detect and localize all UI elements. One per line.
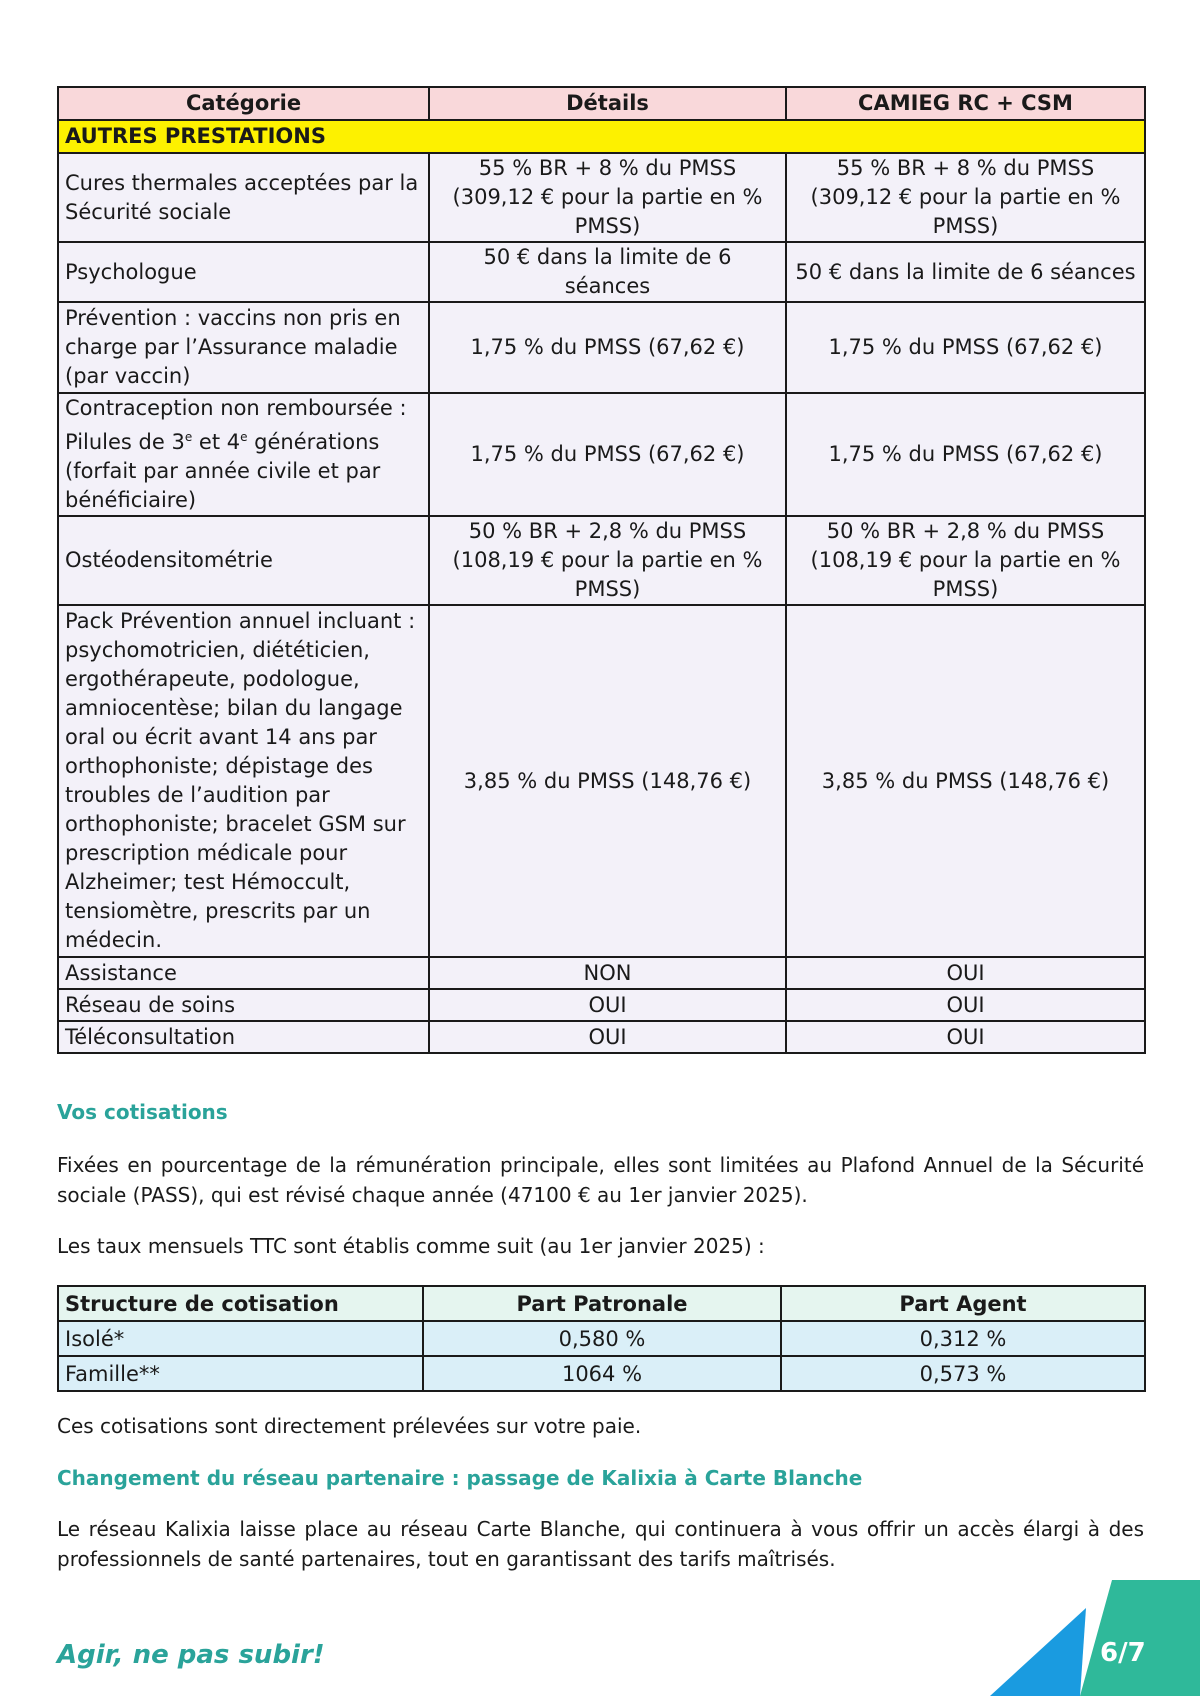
col-header-patronale: Part Patronale [423,1286,781,1321]
cotisations-paragraph-1: Fixées en pourcentage de la rémunération principale, elles sont limitées au Plafond Annuel de la Sécurité sociale (PASS), qui est révisé chaque année (47100 € au 1er janvier 2025). [57,1153,1144,1207]
benefits-table [57,86,1146,1054]
row-camieg: 1,75 % du PMSS (67,62 €) [786,302,1145,393]
category-mid: et 4 [192,430,241,454]
category-sup1: e [184,430,193,444]
row-category: Prévention : vaccins non pris en charge par l’Assurance maladie (par vaccin) [58,302,429,393]
col-header-camieg: CAMIEG RC + CSM [786,87,1145,120]
row-category: Pack Prévention annuel incluant : psychomotricien, diététicien, ergothérapeute, podologue, amniocentèse; bilan du langage oral ou écrit avant 14 ans par orthophoniste; dépistage des troubles de l’audition par orthophoniste; bracelet GSM sur prescription médicale pour Alzheimer; test Hémoccult, tensiomètre, prescrits par un médecin. [58,605,429,957]
row-camieg: OUI [786,1021,1145,1053]
col-header-category: Catégorie [58,87,429,120]
cotisations-paragraph-2: Les taux mensuels TTC sont établis comme suit (au 1er janvier 2025) : [57,1234,765,1258]
table-row [58,989,1145,1021]
row-camieg: 3,85 % du PMSS (148,76 €) [786,605,1145,957]
row-camieg: 55 % BR + 8 % du PMSS (309,12 € pour la partie en % PMSS) [786,153,1145,242]
table-row [58,1321,1145,1356]
reseau-heading: Changement du réseau partenaire : passage de Kalixia à Carte Blanche [57,1466,863,1490]
cotisations-heading: Vos cotisations [57,1100,228,1124]
category-line1: Contraception non remboursée : [65,396,407,420]
row-camieg: 1,75 % du PMSS (67,62 €) [786,393,1145,516]
col-header-structure: Structure de cotisation [58,1286,423,1321]
row-camieg: 50 € dans la limite de 6 séances [786,242,1145,302]
row-details: OUI [429,989,786,1021]
row-details: 1,75 % du PMSS (67,62 €) [429,302,786,393]
row-details: 50 % BR + 2,8 % du PMSS (108,19 € pour la partie en % PMSS) [429,516,786,605]
table-row [58,393,1145,516]
col-header-details: Détails [429,87,786,120]
table-row [58,302,1145,393]
table-row [58,1021,1145,1053]
row-details: 50 € dans la limite de 6 séances [429,242,786,302]
category-post: générations (forfait par année civile et par bénéficiaire) [65,430,381,512]
table-row [58,153,1145,242]
row-structure: Famille** [58,1356,423,1391]
row-category: Psychologue [58,242,429,302]
col-header-agent: Part Agent [781,1286,1145,1321]
reseau-paragraph: Le réseau Kalixia laisse place au réseau Carte Blanche, qui continuera à vous offrir un accès élargi à des professionnels de santé partenaires, tout en garantissant des tarifs maîtrisés. [57,1517,1144,1571]
row-category: Cures thermales acceptées par la Sécurité sociale [58,153,429,242]
section-title: AUTRES PRESTATIONS [58,120,1145,153]
row-details: 55 % BR + 8 % du PMSS (309,12 € pour la partie en % PMSS) [429,153,786,242]
corner-blue-shape [990,1608,1086,1696]
row-category: Téléconsultation [58,1021,429,1053]
table-row [58,516,1145,605]
row-details: NON [429,957,786,989]
cotisations-paragraph-3: Ces cotisations sont directement prélevées sur votre paie. [57,1414,642,1438]
row-patronale: 0,580 % [423,1321,781,1356]
table-row [58,242,1145,302]
row-category [58,393,429,516]
row-category: Assistance [58,957,429,989]
row-structure: Isolé* [58,1321,423,1356]
row-category: Réseau de soins [58,989,429,1021]
row-camieg: OUI [786,957,1145,989]
row-details: 3,85 % du PMSS (148,76 €) [429,605,786,957]
category-sup2: e [240,430,248,444]
row-details: 1,75 % du PMSS (67,62 €) [429,393,786,516]
row-category: Ostéodensitométrie [58,516,429,605]
corner-decoration [990,1580,1200,1696]
row-agent: 0,573 % [781,1356,1145,1391]
section-row [58,120,1145,153]
row-patronale: 1064 % [423,1356,781,1391]
row-camieg: OUI [786,989,1145,1021]
table-row [58,605,1145,957]
footer-slogan: Agir, ne pas subir! [57,1640,325,1670]
row-camieg: 50 % BR + 2,8 % du PMSS (108,19 € pour la partie en % PMSS) [786,516,1145,605]
category-pre: Pilules de 3 [65,430,185,454]
page-number: 6/7 [1100,1638,1146,1668]
table-row [58,1356,1145,1391]
table-row [58,957,1145,989]
row-agent: 0,312 % [781,1321,1145,1356]
cotisations-table [57,1285,1146,1392]
row-details: OUI [429,1021,786,1053]
